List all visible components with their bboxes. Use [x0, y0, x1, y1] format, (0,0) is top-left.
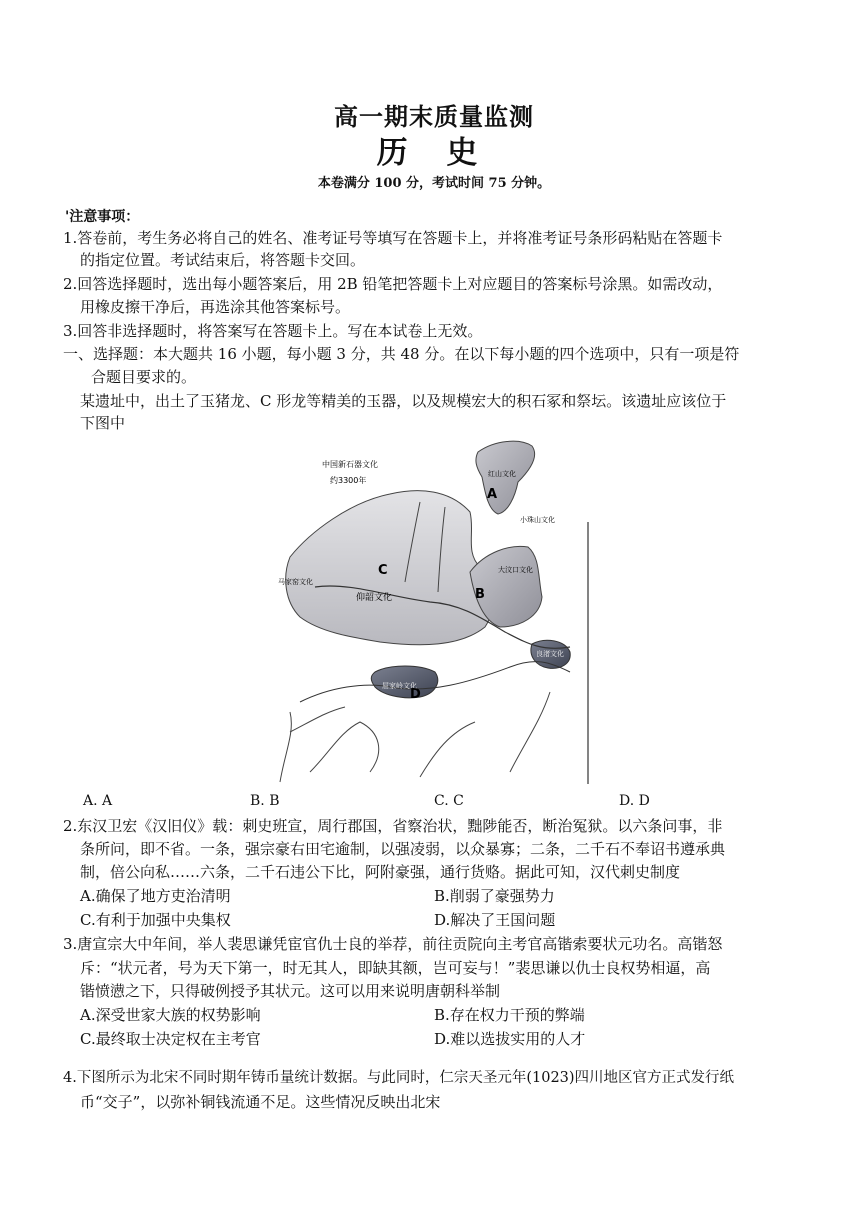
q2-option-b[interactable]: B.削弱了豪强势力: [434, 887, 555, 905]
label-majiayao: 马家窑文化: [278, 578, 313, 586]
label-xiaozhushan: 小珠山文化: [520, 516, 555, 524]
region-c: [286, 491, 494, 645]
question-3-stem: 3.唐宣宗大中年间，举人裴思谦凭宦官仇士良的举荐，前往贡院向主考官高锴索要状元功名。高锴怒: [63, 935, 723, 953]
region-label-a: A: [487, 487, 498, 502]
note-line: 用橡皮擦干净后，再选涂其他答案标号。: [80, 298, 351, 316]
question-3-stem-cont: 斥：“状元者，号为天下第一，时无其人，即缺其额，岂可妄与！”裴思谦以仇士良权势相逼，高: [80, 959, 711, 977]
question-4-stem: 4.下图所示为北宋不同时期年铸币量统计数据。与此同时，仁宗天圣元年(1023)四川地区官方正式发行纸: [63, 1070, 735, 1086]
question-4-stem-cont: 币“交子”，以弥补铜钱流通不足。这些情况反映出北宋: [80, 1093, 441, 1111]
note-line: 2.回答选择题时，选出每小题答案后，用 2B 铅笔把答题卡上对应题目的答案标号涂黑。如需改动，: [63, 275, 723, 293]
q3-option-b[interactable]: B.存在权力干预的弊端: [434, 1006, 585, 1024]
q2-option-a[interactable]: A.确保了地方吏治清明: [80, 887, 231, 905]
map-subtitle: 约3300年: [330, 476, 367, 485]
label-hongshan: 红山文化: [488, 470, 516, 478]
label-dawenkou: 大汶口文化: [498, 566, 533, 574]
note-line: 的指定位置。考试结束后，将答题卡交回。: [80, 251, 366, 269]
exam-info: 本卷满分 100 分，考试时间 75 分钟。: [317, 176, 551, 191]
subject-title: 历 史: [376, 135, 492, 171]
question-2-stem-cont: 条所问，即不省。一条，强宗豪右田宅逾制，以强凌弱，以众暴寡；二条，二千石不奉诏书遵承典: [80, 840, 726, 858]
notes-heading: '注意事项：: [65, 209, 140, 225]
q1-option-c[interactable]: C. C: [434, 793, 464, 809]
question-1-stem: 某遗址中，出土了玉猪龙、C 形龙等精美的玉器，以及规模宏大的积石冢和祭坛。该遗址应该位于: [80, 392, 727, 410]
q2-option-c[interactable]: C.有利于加强中央集权: [80, 911, 231, 929]
neolithic-culture-map: [270, 432, 600, 784]
q1-option-d[interactable]: D. D: [619, 793, 650, 809]
label-liangzhu: 良渚文化: [536, 650, 564, 658]
region-label-d: D: [410, 687, 421, 702]
q3-option-d[interactable]: D.难以选拔实用的人才: [434, 1030, 586, 1048]
label-qujialing: 屈家岭文化: [382, 682, 417, 690]
question-2-stem-cont: 制，倍公向私……六条，二千石违公下比，阿附豪强，通行货赂。据此可知，汉代刺史制度: [80, 863, 681, 881]
region-label-b: B: [475, 587, 485, 602]
q3-option-a[interactable]: A.深受世家大族的权势影响: [80, 1006, 261, 1024]
question-1-stem-cont: 下图中: [80, 414, 126, 432]
question-3-stem-cont: 锴愤懑之下，只得破例授予其状元。这可以用来说明唐朝科举制: [80, 982, 501, 1000]
note-line: 3.回答非选择题时，将答案写在答题卡上。写在本试卷上无效。: [63, 322, 483, 340]
label-yangshao: 仰韶文化: [356, 593, 393, 603]
region-label-c: C: [378, 563, 388, 578]
map-title: 中国新石器文化: [322, 460, 378, 469]
question-2-stem: 2.东汉卫宏《汉旧仪》载：刺史班宣，周行郡国，省察治状，黜陟能否，断治冤狱。以六条问事，非: [63, 817, 723, 835]
section-heading: 一、选择题：本大题共 16 小题，每小题 3 分，共 48 分。在以下每小题的四个选项中，只有一项是符: [63, 345, 740, 363]
q1-option-a[interactable]: A. A: [83, 793, 113, 809]
exam-title: 高一期末质量监测: [334, 102, 534, 131]
q1-option-b[interactable]: B. B: [250, 793, 280, 809]
q3-option-c[interactable]: C.最终取士决定权在主考官: [80, 1030, 261, 1048]
section-heading-cont: 合题目要求的。: [91, 368, 197, 386]
q2-option-d[interactable]: D.解决了王国问题: [434, 911, 556, 929]
note-line: 1.答卷前，考生务必将自己的姓名、准考证号等填写在答题卡上，并将准考证号条形码粘贴在答题卡: [63, 229, 723, 247]
